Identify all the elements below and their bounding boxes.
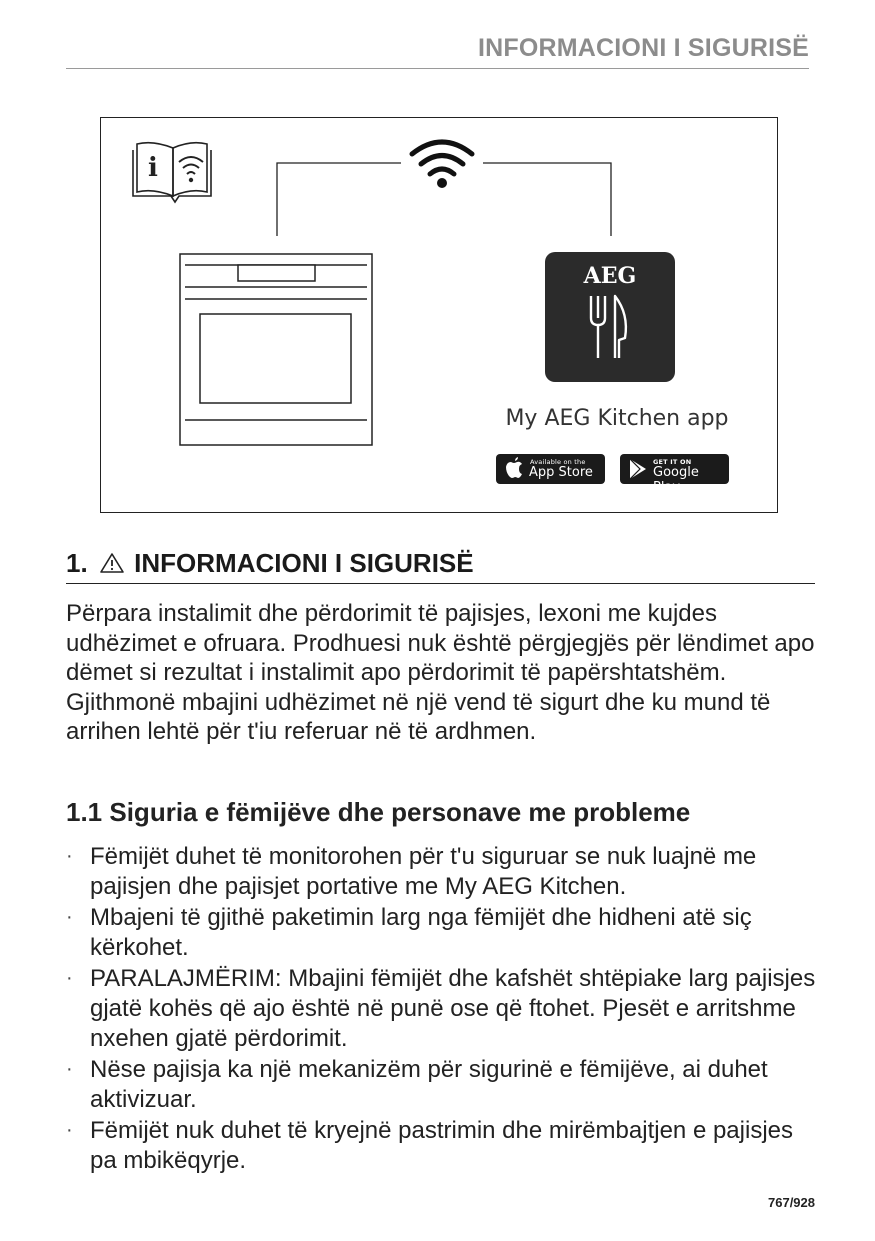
oven-icon [180, 254, 372, 445]
section-title [66, 548, 474, 579]
app-store-big-text: App Store [529, 465, 593, 480]
svg-text:i: i [148, 153, 158, 183]
list-item [66, 842, 818, 901]
google-play-small-text: GET IT ON [653, 458, 692, 466]
bullet-dot: · [66, 1119, 73, 1142]
list-item [66, 903, 818, 962]
google-play-big-text: Google Play [653, 465, 699, 495]
bullet-dot: · [66, 967, 73, 990]
list-item-text: Mbajeni të gjithë paketimin larg nga fëmijët dhe hidheni atë siç kërkohet. [90, 904, 752, 961]
wifi-icon [412, 142, 472, 188]
app-name: My AEG Kitchen app [505, 406, 729, 431]
list-item-text: PARALAJMËRIM: Mbajini fëmijët dhe kafshët shtëpiake larg pajisjes gjatë kohës që ajo është në punë ose që ftohet. Pjesët e arritshme nxehen gjatë përdorimit. [90, 965, 816, 1052]
bullet-dot: · [66, 906, 73, 929]
connection-lines [277, 163, 611, 236]
manual-info-wifi-icon [133, 143, 211, 202]
apple-icon [504, 457, 526, 481]
header-divider [66, 68, 809, 69]
bullet-dot: · [66, 1058, 73, 1081]
list-item-text: Nëse pajisja ka një mekanizëm për sigurinë e fëmijëve, ai duhet aktivizuar. [90, 1056, 768, 1113]
google-play-badge[interactable] [620, 454, 729, 495]
section-title-text: INFORMACIONI I SIGURISË [134, 548, 474, 578]
intro-paragraph: Përpara instalimit dhe përdorimit të pajisjes, lexoni me kujdes udhëzimet e ofruara. Prodhuesi nuk është përgjegjës për lëndimet apo dëmet si rezultat i instalimit apo përdorimit të papërshtatshëm. Gjithmonë mbajini udhëzimet në një vend të sigurt dhe ku mund të arrihen lehtë për t'iu referuar në të ardhmen. [66, 600, 815, 746]
subsection-title: 1.1 Siguria e fëmijëve dhe personave me probleme [66, 797, 691, 827]
app-store-badge[interactable] [496, 454, 605, 484]
bullet-dot: · [66, 845, 73, 867]
aeg-app-icon [545, 252, 675, 382]
connectivity-figure [100, 117, 778, 513]
list-item-text: Fëmijët nuk duhet të kryejnë pastrimin dhe mirëmbajtjen e pajisjes pa mbikëqyrje. [90, 1117, 793, 1174]
google-play-icon [627, 458, 649, 480]
section-divider [66, 583, 815, 584]
list-item [66, 1116, 818, 1175]
svg-text:AEG: AEG [583, 263, 637, 289]
running-header: INFORMACIONI I SIGURISË [477, 34, 809, 62]
list-item [66, 1055, 818, 1114]
list-item-text: Fëmijët duhet të monitorohen për t'u siguruar se nuk luajnë me pajisjen dhe pajisjet portative me My AEG Kitchen. [90, 843, 757, 900]
list-item [66, 964, 818, 1053]
page-number: 767/928 [768, 1195, 815, 1210]
app-store-small-text: Available on the [530, 458, 586, 466]
section-number: 1. [66, 548, 88, 578]
safety-bullet-list [66, 842, 818, 1178]
warning-icon [99, 552, 125, 574]
